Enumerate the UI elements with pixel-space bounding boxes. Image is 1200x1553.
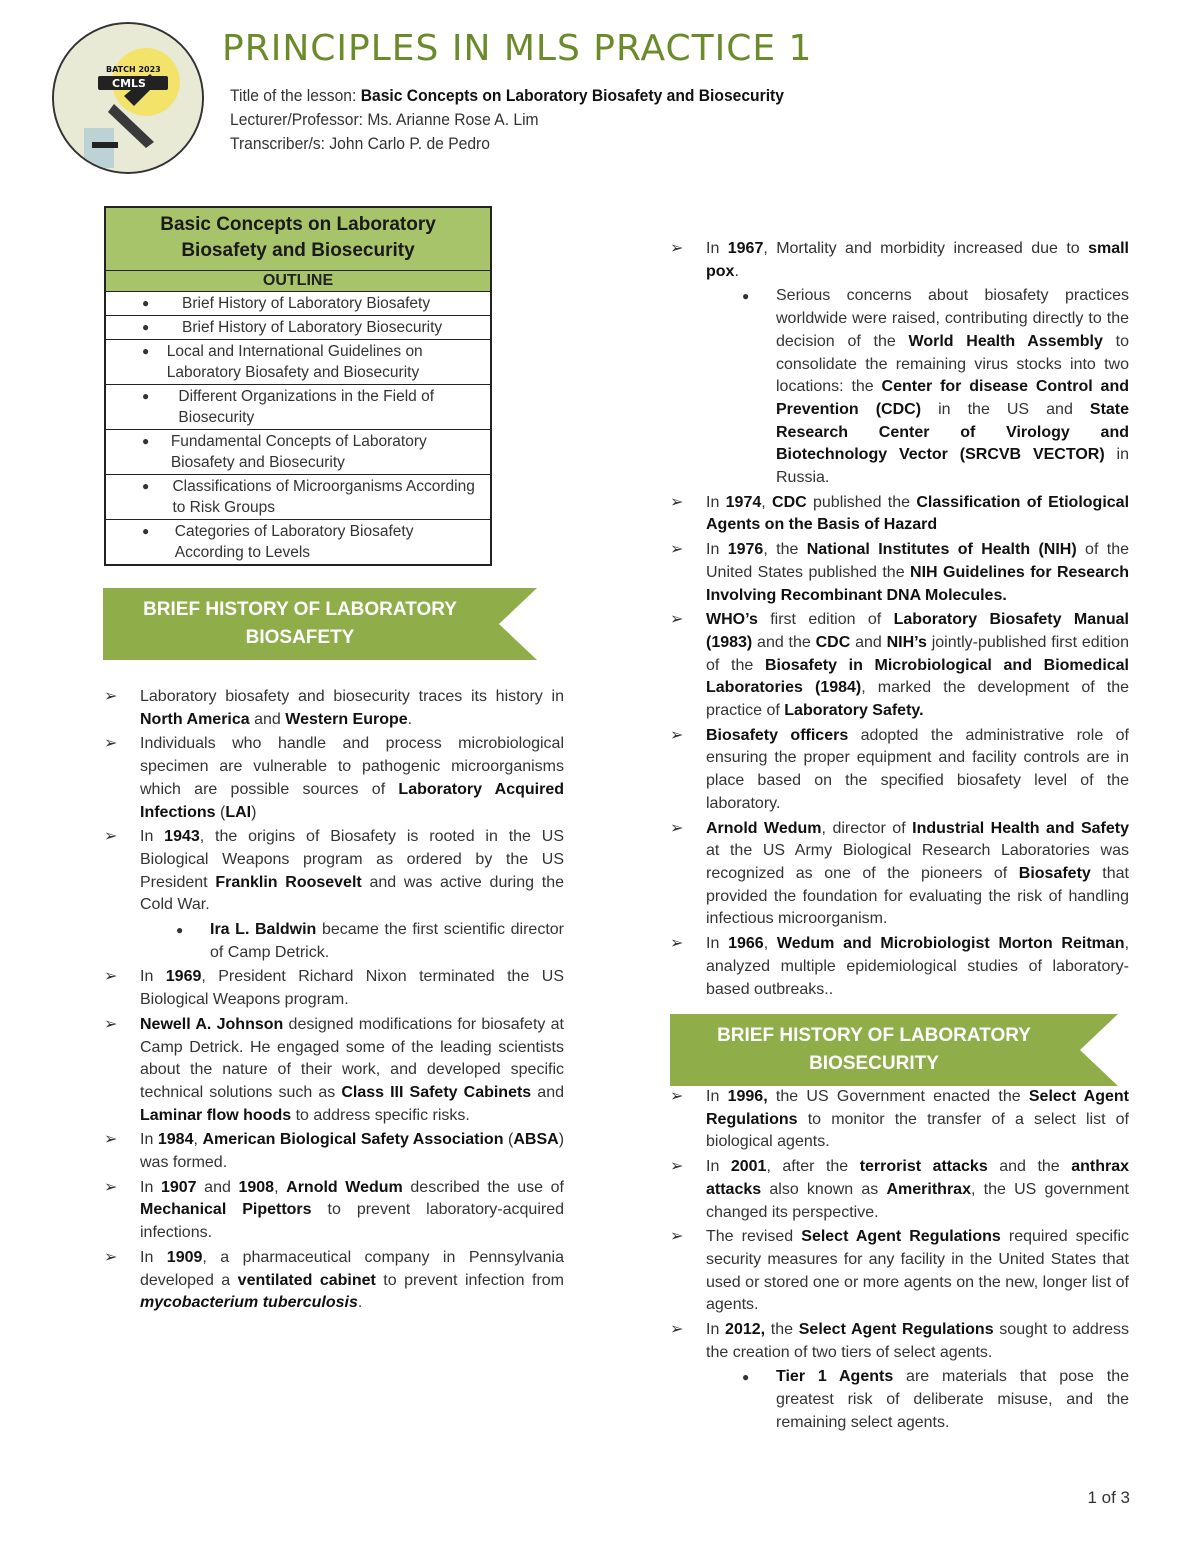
- text-run: Laboratory Biosafety Manual (1983): [706, 611, 1129, 651]
- text-run: 2012,: [725, 1321, 766, 1339]
- right-column-lower: [670, 1086, 1129, 1437]
- text-run: , Mortality and morbidity increased due to: [763, 240, 1089, 257]
- text-run: Biosafety in Microbiological and Biomedical Laboratories (1984): [706, 656, 1130, 697]
- outline-item: ● Local and International Guidelines on Laboratory Biosafety and Biosecurity: [106, 340, 490, 384]
- batch-logo: [52, 22, 204, 174]
- text-run: to monitor the transfer of a select list of biological agents.: [706, 1110, 1129, 1151]
- text-run: 1908: [238, 1178, 275, 1196]
- text-run: , the: [763, 541, 807, 559]
- arrow-paragraph: [670, 1319, 1129, 1364]
- outline-heading-line-2: Biosafety and Biosecurity: [181, 240, 415, 261]
- arrow-paragraph: [670, 539, 1129, 607]
- text-run: 1967: [727, 240, 764, 257]
- text-run: Wedum and Microbiologist Morton Reitman: [776, 935, 1125, 953]
- text-run: to prevent infection from: [375, 1271, 564, 1289]
- text-run: Mechanical Pipettors: [140, 1201, 312, 1219]
- arrow-bullet-icon: ➢: [104, 828, 118, 846]
- text-run: ,: [193, 1131, 203, 1149]
- outline-table: [104, 206, 492, 566]
- text-run: and: [249, 710, 286, 728]
- arrow-paragraph: [104, 966, 564, 1011]
- text-run: In: [706, 1088, 728, 1105]
- text-run: , director of: [821, 819, 913, 837]
- text-run: and the: [987, 1158, 1072, 1176]
- text-run: American Biological Safety Association: [202, 1131, 504, 1149]
- text-run: published the: [806, 493, 917, 511]
- text-run: that provided the foundation for evaluating the risk of handling infectious microorganism.: [706, 864, 1129, 928]
- text-run: and: [850, 633, 887, 651]
- text-run: .: [357, 1294, 363, 1312]
- text-run: Arnold Wedum: [286, 1178, 403, 1196]
- text-run: also known as: [761, 1180, 887, 1198]
- text-run: Western Europe: [285, 710, 408, 728]
- bullet-paragraph: [670, 1366, 1129, 1434]
- text-run: , analyzed multiple epidemiological studies of laboratory-based outbreaks..: [706, 935, 1130, 998]
- outline-item-text: Fundamental Concepts of Laboratory Biosafety and Biosecurity: [170, 433, 427, 471]
- text-run: to address specific risks.: [291, 1106, 470, 1124]
- arrow-bullet-icon: ➢: [670, 819, 684, 837]
- text-run: .: [734, 262, 739, 280]
- bullet-paragraph: [104, 919, 564, 964]
- text-run: Laboratory Safety.: [784, 702, 924, 720]
- text-run: mycobacterium tuberculosis: [140, 1294, 358, 1312]
- banner-line: BIOSAFETY: [245, 627, 355, 648]
- arrow-paragraph: [670, 238, 1129, 283]
- text-run: to consolidate the remaining virus stocks into two locations: the: [776, 332, 1129, 396]
- text-run: In: [140, 1178, 161, 1196]
- outline-item-text: Classifications of Microorganisms According to Risk Groups: [172, 478, 475, 516]
- text-run: the US Government enacted the: [767, 1088, 1029, 1105]
- text-run: North America: [140, 710, 250, 728]
- logo-text-cmls: CMLS: [112, 77, 146, 90]
- arrow-bullet-icon: ➢: [670, 240, 684, 257]
- arrow-bullet-icon: ➢: [670, 935, 684, 953]
- outline-item: ● Brief History of Laboratory Biosafety: [142, 295, 431, 312]
- text-run: , marked the development of the practice of: [706, 679, 1130, 720]
- outline-item: ● Different Organizations in the Field of Biosecurity: [106, 385, 490, 429]
- text-run: jointly-published first edition of the: [706, 633, 1129, 674]
- text-run: , the origins of Biosafety is rooted in the US Biological Weapons program as ordered by the US President: [140, 828, 564, 891]
- text-run: required specific security measures for any facility in the United States that used or stored one or more agents on the new, longer list of agents.: [706, 1228, 1129, 1314]
- arrow-paragraph: [104, 1247, 564, 1315]
- text-run: In: [140, 1131, 158, 1149]
- text-run: in Russia.: [776, 446, 1129, 487]
- arrow-bullet-icon: ➢: [104, 1015, 118, 1033]
- text-run: Select Agent Regulations: [798, 1321, 994, 1339]
- arrow-bullet-icon: ➢: [670, 726, 684, 744]
- text-run: 1984: [157, 1131, 194, 1149]
- text-run: 2001: [730, 1158, 767, 1176]
- arrow-paragraph: [104, 826, 564, 917]
- arrow-paragraph: [670, 725, 1129, 816]
- section-banner-biosafety: [103, 588, 537, 660]
- text-run: Laminar flow hoods: [140, 1106, 292, 1124]
- lesson-title-line: [230, 84, 784, 108]
- text-run: Biosafety: [1018, 864, 1091, 882]
- arrow-bullet-icon: ➢: [670, 1158, 684, 1176]
- text-run: small pox: [706, 240, 1129, 280]
- outline-item-text: Categories of Laboratory Biosafety According to Levels: [174, 523, 414, 561]
- text-run: In: [706, 240, 728, 257]
- arrow-paragraph: [670, 492, 1129, 537]
- text-run: Biosafety officers: [706, 726, 849, 744]
- page-title: PRINCIPLES IN MLS PRACTICE 1: [222, 28, 813, 69]
- arrow-bullet-icon: ➢: [104, 1248, 118, 1266]
- arrow-paragraph: [104, 1129, 564, 1174]
- text-run: and the: [752, 633, 816, 651]
- text-run: The revised: [706, 1228, 802, 1246]
- text-run: 1996,: [727, 1088, 768, 1105]
- text-run: first edition of: [757, 611, 894, 629]
- dot-bullet-icon: ●: [742, 1370, 750, 1385]
- text-run: , President Richard Nixon terminated the US Biological Weapons program.: [140, 968, 564, 1009]
- arrow-bullet-icon: ➢: [104, 1178, 118, 1196]
- arrow-bullet-icon: ➢: [670, 1321, 684, 1339]
- text-run: Select Agent Regulations: [801, 1228, 1001, 1246]
- text-run: National Institutes of Health (NIH): [806, 541, 1077, 559]
- text-run: .: [407, 710, 413, 728]
- text-run: , the US government changed its perspective.: [706, 1180, 1129, 1221]
- text-run: , after the: [766, 1158, 860, 1176]
- outline-item: ● Fundamental Concepts of Laboratory Biosafety and Biosecurity: [106, 430, 490, 474]
- outline-item: ● Categories of Laboratory Biosafety According to Levels: [106, 520, 490, 564]
- text-run: Tier 1 Agents: [776, 1368, 894, 1386]
- text-run: ,: [761, 493, 773, 511]
- outline-item-text: Brief History of Laboratory Biosafety: [182, 295, 431, 312]
- text-run: at the US Army Biological Research Laboratories was recognized as one of the pioneers of: [706, 842, 1129, 882]
- text-run: ,: [763, 935, 777, 953]
- text-run: ABSA: [513, 1131, 559, 1149]
- text-run: ): [251, 803, 257, 821]
- page-number: 1 of 3: [1087, 1488, 1130, 1507]
- text-run: Center for disease Control and Prevention (CDC): [776, 378, 1129, 418]
- text-run: terrorist attacks: [859, 1158, 988, 1176]
- arrow-paragraph: [670, 609, 1129, 723]
- text-run: Newell A. Johnson: [140, 1015, 284, 1033]
- text-run: In: [706, 1158, 731, 1176]
- arrow-bullet-icon: ➢: [670, 541, 684, 559]
- text-run: In: [140, 968, 166, 986]
- text-run: to prevent laboratory-acquired infections.: [140, 1201, 564, 1242]
- text-run: ,: [274, 1178, 287, 1196]
- text-run: CDC: [772, 493, 807, 511]
- arrow-bullet-icon: ➢: [104, 968, 118, 986]
- text-run: anthrax attacks: [706, 1158, 1129, 1198]
- lesson-meta: [230, 84, 784, 156]
- text-run: Classification of Etiological Agents on the Basis of Hazard: [706, 493, 1130, 534]
- text-run: the: [765, 1321, 799, 1339]
- text-run: described the use of: [402, 1178, 565, 1196]
- arrow-paragraph: [670, 818, 1129, 932]
- text-run: Class III Safety Cabinets: [341, 1083, 532, 1101]
- text-run: WHO’s: [706, 611, 758, 629]
- banner-line: BRIEF HISTORY OF LABORATORY: [143, 599, 457, 620]
- outline-heading: [105, 207, 491, 271]
- arrow-paragraph: [670, 1156, 1129, 1224]
- dot-bullet-icon: ●: [176, 923, 184, 938]
- text-run: Franklin Roosevelt: [215, 873, 362, 891]
- text-run: Amerithrax: [886, 1180, 971, 1198]
- arrow-paragraph: [104, 1014, 564, 1128]
- text-run: Industrial Health and Safety: [912, 819, 1130, 837]
- text-run: In: [706, 493, 726, 511]
- text-run: adopted the administrative role of ensuring the proper equipment and facility controls are in place based on the specified biosafety level of the laboratory.: [706, 726, 1130, 812]
- lesson-label: Title of the lesson:: [230, 86, 361, 105]
- text-run: ventilated cabinet: [237, 1271, 376, 1289]
- arrow-bullet-icon: ➢: [670, 493, 684, 511]
- outline-heading-line-1: Basic Concepts on Laboratory: [160, 214, 436, 235]
- text-run: 1943: [164, 828, 200, 846]
- outline-item-text: Different Organizations in the Field of Biosecurity: [178, 388, 435, 426]
- arrow-bullet-icon: ➢: [104, 1131, 118, 1149]
- arrow-paragraph: [670, 1226, 1129, 1317]
- text-run: LAI: [225, 803, 252, 821]
- text-run: became the first scientific director of Camp Detrick.: [210, 921, 565, 961]
- text-run: CDC: [815, 633, 851, 651]
- text-run: 1966: [728, 935, 764, 953]
- text-run: in the US and: [921, 400, 1090, 418]
- arrow-paragraph: [104, 733, 564, 824]
- text-run: , a pharmaceutical company in Pennsylvania developed a: [140, 1248, 564, 1289]
- text-run: (: [503, 1131, 514, 1149]
- transcriber-line: Transcriber/s: John Carlo P. de Pedro: [230, 134, 490, 153]
- text-run: In: [140, 1248, 167, 1266]
- text-run: Laboratory biosafety and biosecurity traces its history in: [140, 688, 564, 705]
- text-run: Ira L. Baldwin: [210, 921, 317, 939]
- left-column: [104, 686, 564, 1317]
- text-run: and: [196, 1178, 239, 1196]
- text-run: World Health Assembly: [908, 332, 1103, 350]
- outline-label: OUTLINE: [105, 271, 491, 292]
- section-banner-biosecurity: [670, 1014, 1118, 1086]
- text-run: In: [140, 828, 165, 846]
- arrow-paragraph: [670, 933, 1129, 1001]
- text-run: Arnold Wedum: [706, 819, 822, 837]
- text-run: sought to address the creation of two tiers of select agents.: [706, 1321, 1130, 1361]
- arrow-bullet-icon: ➢: [104, 735, 118, 753]
- text-run: Laboratory Acquired Infections: [140, 780, 565, 821]
- arrow-paragraph: [104, 1177, 564, 1245]
- text-run: Individuals who handle and process microbiological specimen are vulnerable to pathogenic microorganisms which are possible sources of: [140, 735, 564, 798]
- banner-line: BIOSECURITY: [809, 1053, 939, 1074]
- text-run: In: [706, 1321, 726, 1339]
- bullet-paragraph: [670, 285, 1129, 489]
- arrow-bullet-icon: ➢: [670, 1088, 684, 1105]
- text-run: (: [215, 803, 226, 821]
- lecturer-line: Lecturer/Professor: Ms. Arianne Rose A. Lim: [230, 110, 539, 129]
- microscope-icon: [54, 24, 202, 172]
- text-run: 1909: [166, 1248, 203, 1266]
- dot-bullet-icon: ●: [742, 289, 750, 304]
- text-run: Serious concerns about biosafety practices worldwide were raised, contributing directly to the decision of the: [776, 287, 1129, 350]
- outline-item: ● Brief History of Laboratory Biosecurity: [142, 319, 443, 336]
- arrow-bullet-icon: ➢: [104, 688, 118, 705]
- outline-item: ● Classifications of Microorganisms According to Risk Groups: [106, 475, 490, 519]
- text-run: designed modifications for biosafety at Camp Detrick. He engaged some of the leading scientists about the nature of their work, and developed specific technical solutions such as: [140, 1015, 564, 1101]
- arrow-paragraph: [104, 686, 564, 731]
- text-run: State Research Center of Virology and Biotechnology Vector (SRCVB VECTOR): [776, 400, 1130, 464]
- arrow-bullet-icon: ➢: [670, 611, 684, 629]
- text-run: 1974: [725, 493, 762, 511]
- arrow-paragraph: [670, 1086, 1129, 1154]
- text-run: Select Agent Regulations: [706, 1088, 1130, 1128]
- text-run: are materials that pose the greatest risk of deliberate misuse, and the remaining select agents.: [776, 1368, 1129, 1431]
- text-run: NIH’s: [886, 633, 927, 651]
- text-run: NIH Guidelines for Research Involving Recombinant DNA Molecules.: [706, 563, 1130, 604]
- outline-item-text: Local and International Guidelines on Laboratory Biosafety and Biosecurity: [166, 343, 423, 381]
- text-run: and: [531, 1083, 564, 1101]
- text-run: and was active during the Cold War.: [140, 873, 564, 914]
- text-run: ) was formed.: [140, 1131, 565, 1172]
- text-run: In: [706, 541, 728, 559]
- text-run: of the United States published the: [706, 541, 1129, 581]
- text-run: 1969: [165, 968, 202, 986]
- arrow-bullet-icon: ➢: [670, 1228, 684, 1246]
- lesson-title: Basic Concepts on Laboratory Biosafety and Biosecurity: [360, 86, 784, 105]
- banner-line: BRIEF HISTORY OF LABORATORY: [717, 1025, 1031, 1046]
- text-run: In: [706, 935, 729, 953]
- right-column-upper: [670, 238, 1129, 1003]
- text-run: 1976: [727, 541, 764, 559]
- text-run: 1907: [160, 1178, 197, 1196]
- logo-text-batch: BATCH 2023: [106, 65, 161, 74]
- outline-item-text: Brief History of Laboratory Biosecurity: [182, 319, 443, 336]
